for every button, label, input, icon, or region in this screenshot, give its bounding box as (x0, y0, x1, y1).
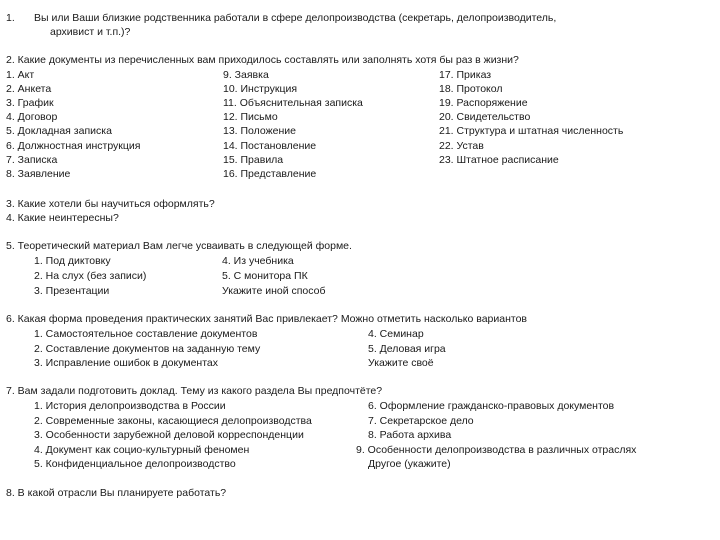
option-item: 1. Под диктовку (34, 255, 111, 267)
option-item: 7. Секретарское дело (368, 415, 474, 427)
doc-item: 16. Представление (223, 168, 317, 180)
option-item: 1. Самостоятельное составление документов (34, 328, 258, 340)
doc-item: 1. Акт (6, 69, 35, 81)
option-item: 2. Составление документов на заданную тему (34, 343, 261, 355)
doc-item: 13. Положение (223, 125, 297, 137)
q1-number: 1. (6, 12, 15, 24)
doc-item: 21. Структура и штатная численность (439, 125, 624, 137)
doc-item: 19. Распоряжение (439, 97, 528, 109)
doc-item: 9. Заявка (223, 69, 269, 81)
doc-item: 22. Устав (439, 140, 484, 152)
doc-item: 18. Протокол (439, 83, 503, 95)
doc-item: 5. Докладная записка (6, 125, 112, 137)
option-item: 8. Работа архива (368, 429, 452, 441)
option-item: 3. Исправление ошибок в документах (34, 357, 218, 369)
q2-title: 2. Какие документы из перечисленных вам приходилось составлять или заполнять хотя бы раз в жизни? (6, 54, 519, 66)
option-item: 4. Семинар (368, 328, 424, 340)
doc-item: 17. Приказ (439, 69, 492, 81)
option-item: 2. Современные законы, касающиеся делопроизводства (34, 415, 312, 427)
option-item: 9. Особенности делопроизводства в различных отраслях (356, 444, 637, 456)
q5-title: 5. Теоретический материал Вам легче усваивать в следующей форме. (6, 240, 352, 252)
option-item: 5. Деловая игра (368, 343, 446, 355)
option-item: 3. Презентации (34, 285, 110, 297)
doc-item: 15. Правила (223, 154, 284, 166)
q3-title: 3. Какие хотели бы научиться оформлять? (6, 198, 215, 210)
option-item: 3. Особенности зарубежной деловой корреспонденции (34, 429, 304, 441)
doc-item: 6. Должностная инструкция (6, 140, 141, 152)
doc-item: 2. Анкета (6, 83, 52, 95)
option-item: 4. Документ как социо-культурный феномен (34, 444, 250, 456)
doc-item: 23. Штатное расписание (439, 154, 559, 166)
option-item: Укажите своё (368, 357, 434, 369)
option-item: 6. Оформление гражданско-правовых документов (368, 400, 615, 412)
option-item: 5. С монитора ПК (222, 270, 308, 282)
doc-item: 12. Письмо (223, 111, 278, 123)
doc-item: 8. Заявление (6, 168, 71, 180)
option-item: Другое (укажите) (368, 458, 451, 470)
doc-item: 10. Инструкция (223, 83, 298, 95)
option-item: 5. Конфиденциальное делопроизводство (34, 458, 236, 470)
q1-text-line1: Вы или Ваши близкие родственника работали в сфере делопроизводства (секретарь, делопроизводитель, (34, 12, 557, 24)
q7-title: 7. Вам задали подготовить доклад. Тему из какого раздела Вы предпочтёте? (6, 385, 383, 397)
q8-title: 8. В какой отрасли Вы планируете работать? (6, 487, 227, 499)
doc-item: 7. Записка (6, 154, 58, 166)
q6-title: 6. Какая форма проведения практических занятий Вас привлекает? Можно отметить насколько вариантов (6, 313, 528, 325)
doc-item: 14. Постановление (223, 140, 317, 152)
q1-text-line2: архивист и т.п.)? (50, 26, 131, 38)
doc-item: 11. Объяснительная записка (223, 97, 363, 109)
option-item: 4. Из учебника (222, 255, 294, 267)
doc-item: 3. График (6, 97, 54, 109)
option-item: 1. История делопроизводства в России (34, 400, 226, 412)
doc-item: 20. Свидетельство (439, 111, 531, 123)
doc-item: 4. Договор (6, 111, 58, 123)
option-item: 2. На слух (без записи) (34, 270, 147, 282)
option-item: Укажите иной способ (222, 285, 326, 297)
q4-title: 4. Какие неинтересны? (6, 212, 119, 224)
